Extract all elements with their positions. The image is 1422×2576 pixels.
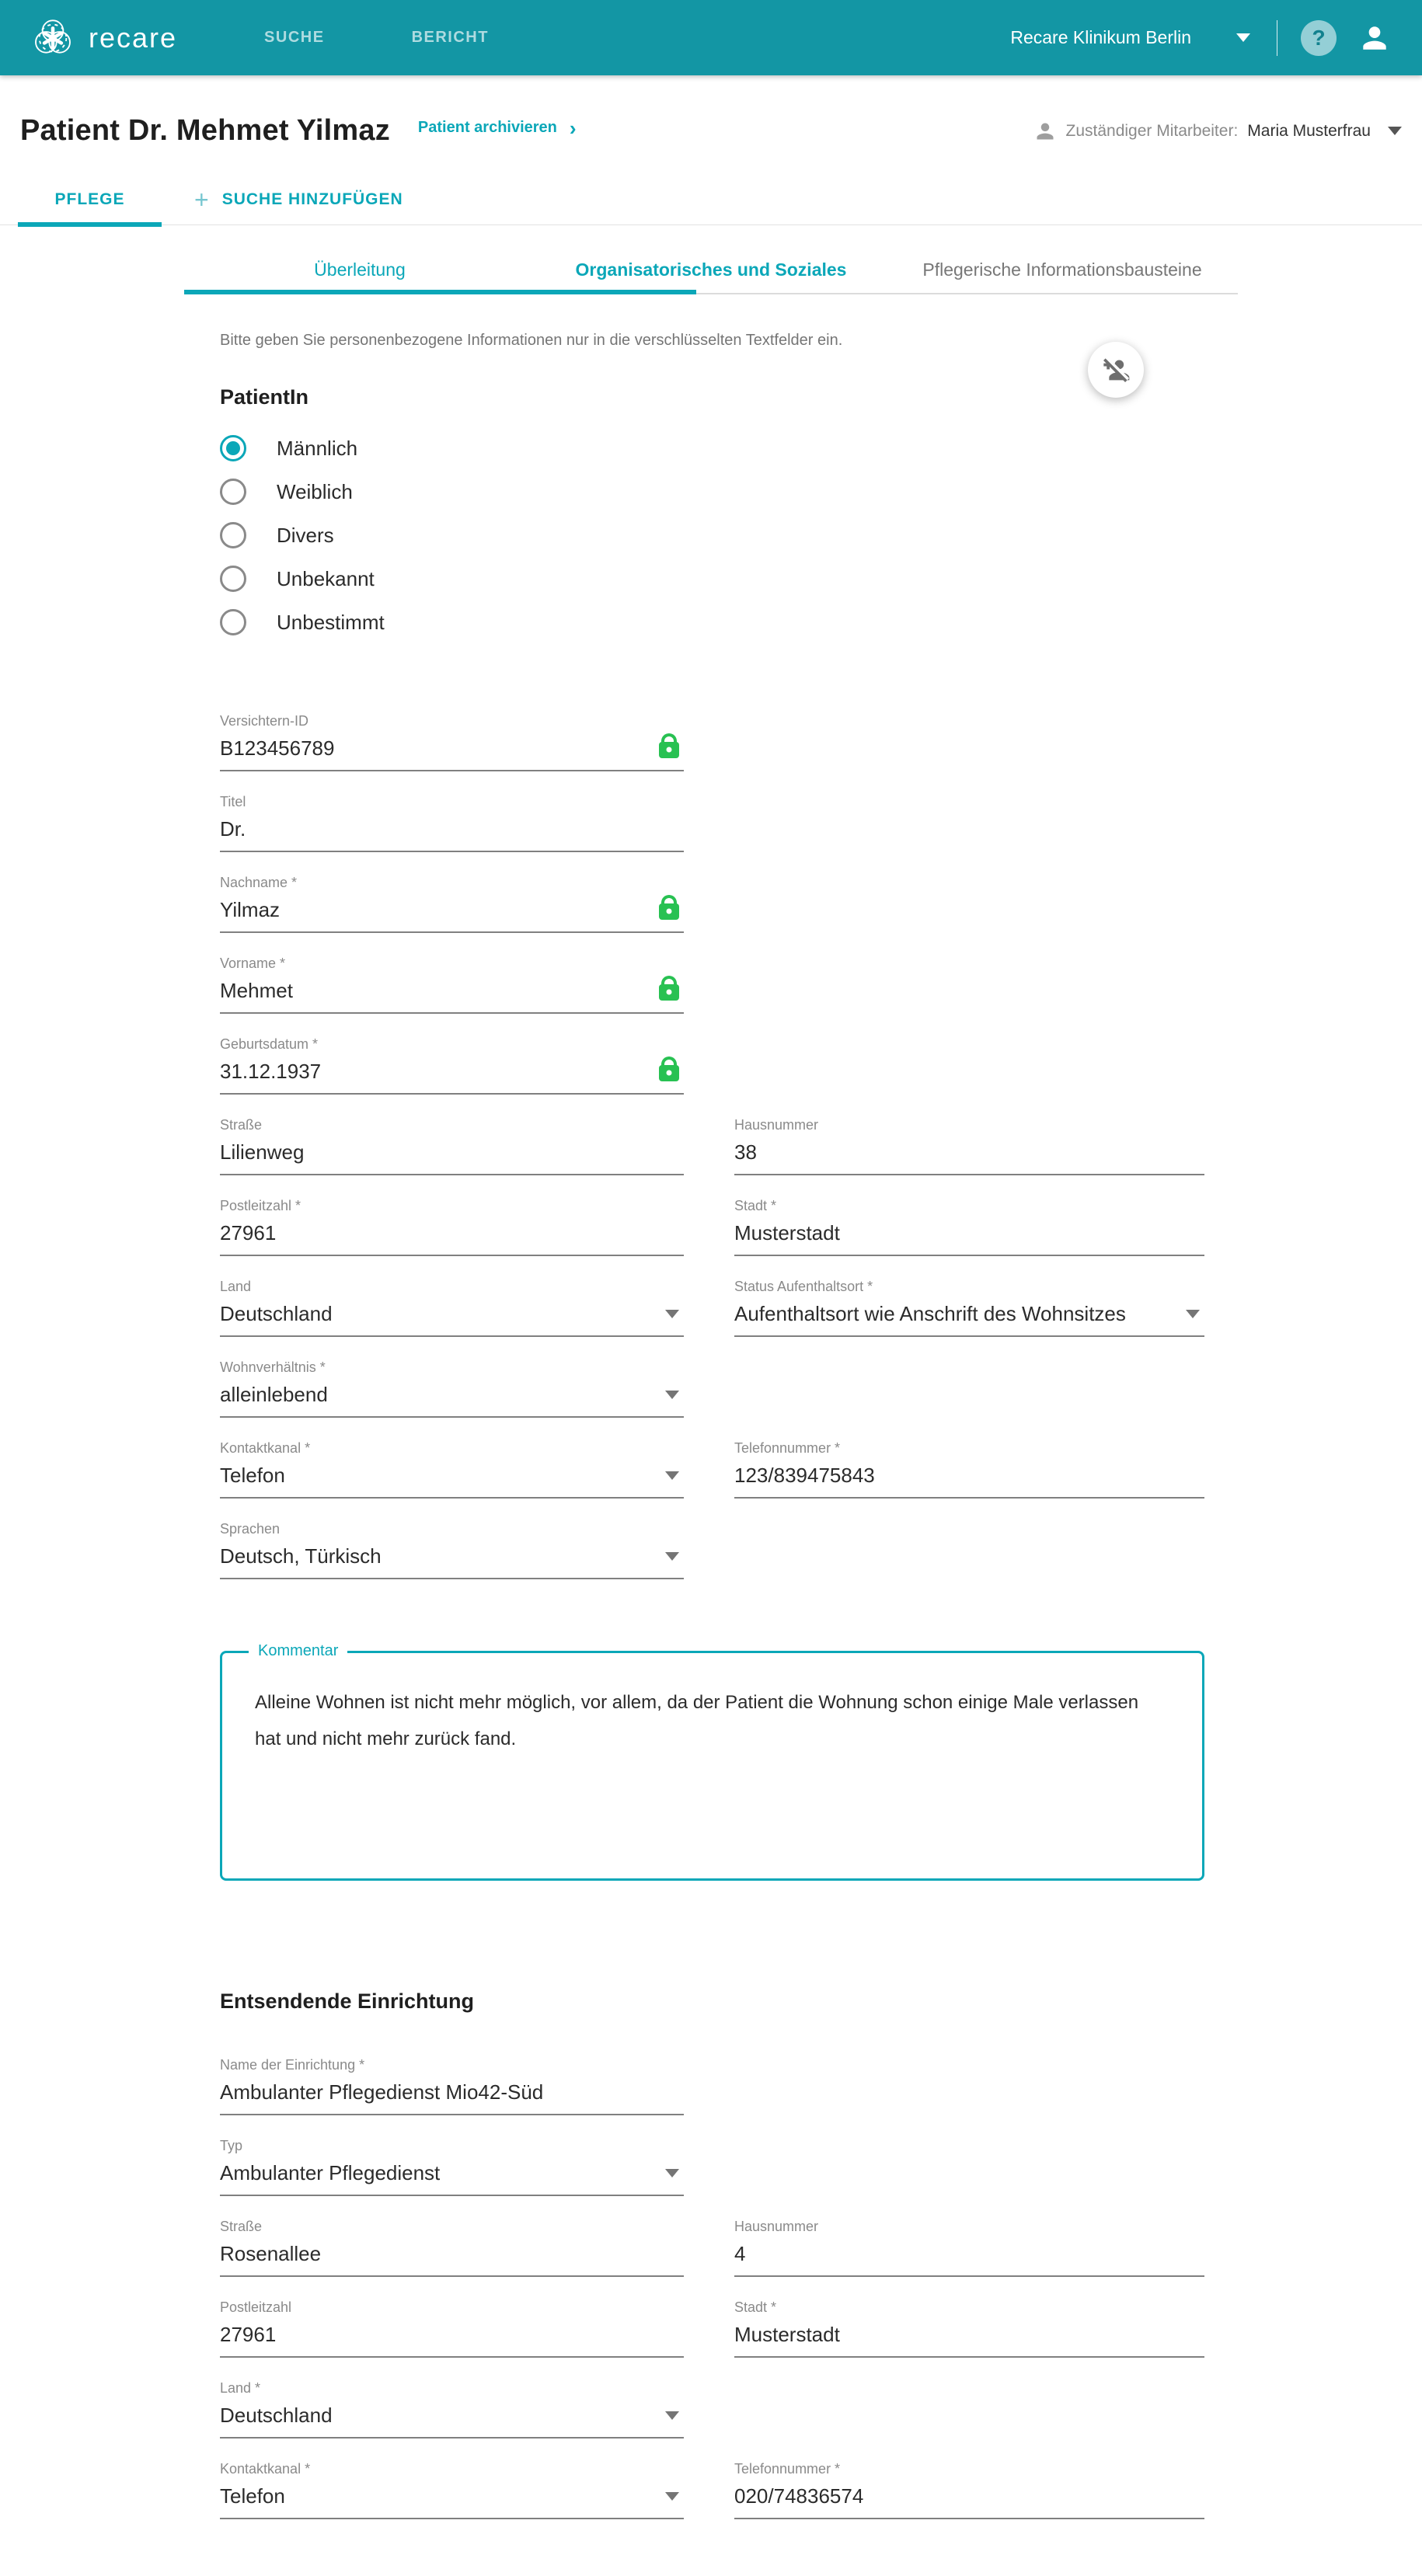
field-label: Kontaktkanal * [220,2461,311,2477]
radio-label: Unbekannt [277,566,375,590]
field-label: Name der Einrichtung * [220,2057,365,2073]
field-value: Deutsch, Türkisch [220,1544,382,1568]
field-value: Aufenthaltsort wie Anschrift des Wohnsitzes [734,1302,1126,1325]
field-value: Telefon [220,1464,285,1487]
dropdown-arrow-icon [665,1391,679,1399]
dropdown-arrow-icon [665,2169,679,2177]
field-label: Telefonnummer * [734,1440,841,1456]
radio-icon [220,435,246,461]
field-value: Musterstadt [734,1221,840,1244]
radio-label: Männlich [277,436,358,460]
dropdown-arrow-icon [665,1552,679,1561]
field-label: Titel [220,794,246,809]
field-value: 123/839475843 [734,1464,875,1487]
field-einrichtung-kontaktkanal-select[interactable] [220,2460,684,2519]
archive-link-label: Patient archivieren [417,119,557,136]
kommentar-textarea[interactable] [220,1642,1204,1881]
field-wohnverhaeltnis-select[interactable] [220,1359,684,1418]
plus-icon: + [194,186,210,214]
app-header [0,0,1422,75]
assignee-selector[interactable] [1033,120,1402,143]
subtab-organisatorisches[interactable]: Organisatorisches und Soziales [575,259,847,280]
sub-tabbar [184,250,1238,294]
field-geburtsdatum[interactable] [220,1036,684,1095]
radio-label: Divers [277,523,334,547]
tab-suche-hinzufuegen[interactable] [194,186,403,214]
field-label: Geburtsdatum * [220,1036,319,1052]
tab-pflege[interactable]: PFLEGE [54,190,125,208]
field-label: Typ [220,2138,243,2153]
field-label: Status Aufenthaltsort * [734,1279,873,1294]
field-value: Ambulanter Pflegedienst Mio42-Süd [220,2080,544,2104]
field-value: Rosenallee [220,2242,322,2265]
nav-suche[interactable]: SUCHE [264,29,325,46]
field-value: 27961 [220,2323,277,2346]
field-versichtern-id[interactable] [220,712,684,771]
field-status-aufenthaltsort-select[interactable] [734,1278,1204,1337]
field-sprachen-select[interactable] [220,1520,684,1579]
kommentar-label: Kommentar [249,1642,347,1660]
subtab-ueberleitung[interactable]: Überleitung [314,259,406,280]
field-label: Postleitzahl * [220,1198,301,1213]
field-hausnummer[interactable] [734,1116,1204,1175]
person-add-disabled-icon [1100,354,1131,385]
radio-icon [220,522,246,548]
field-label: Versichtern-ID [220,713,309,729]
encryption-notice: Bitte geben Sie personenbezogene Informationen nur in die verschlüsselten Textfelder ein. [220,332,843,349]
dropdown-arrow-icon [665,2492,679,2501]
field-value: 31.12.1937 [220,1060,322,1083]
radio-icon [220,609,246,635]
dropdown-arrow-icon [665,1310,679,1318]
field-einrichtung-land-select[interactable] [220,2379,684,2438]
chevron-down-icon [1388,127,1402,135]
field-einrichtung-telefonnummer[interactable] [734,2460,1204,2519]
field-kontaktkanal-select[interactable] [220,1439,684,1499]
field-label: Postleitzahl [220,2299,292,2315]
field-label: Straße [220,1117,263,1133]
dropdown-arrow-icon [665,1471,679,1480]
header-right [1010,20,1391,56]
field-einrichtung-stadt[interactable] [734,2299,1204,2358]
field-value: Deutschland [220,2404,333,2427]
field-value: B123456789 [220,736,335,760]
clinic-selector[interactable] [1010,27,1250,48]
field-postleitzahl[interactable] [220,1197,684,1256]
field-value: Musterstadt [734,2323,840,2346]
field-label: Hausnummer [734,1117,819,1133]
assignee-label: Zuständiger Mitarbeiter: [1065,121,1239,140]
patient-section-heading: PatientIn [220,385,309,409]
kommentar-text: Alleine Wohnen ist nicht mehr möglich, vor allem, da der Patient die Wohnung schon einige Male verlassen hat und nicht mehr zurück fand. [255,1692,1139,1749]
help-icon[interactable] [1301,20,1337,56]
person-icon [1033,120,1057,143]
chevron-right-icon: › [569,116,577,140]
field-telefonnummer[interactable] [734,1439,1204,1499]
field-titel[interactable] [220,793,684,852]
field-value: 4 [734,2242,746,2265]
clinic-name: Recare Klinikum Berlin [1010,27,1191,47]
field-value: 38 [734,1140,757,1164]
subtab-indicator [184,290,696,294]
facility-section-heading: Entsendende Einrichtung [220,1989,475,2013]
field-label: Vorname * [220,956,286,971]
field-strasse[interactable] [220,1116,684,1175]
field-stadt[interactable] [734,1197,1204,1256]
field-label: Stadt * [734,2299,777,2315]
assignee-name: Maria Musterfrau [1247,121,1371,140]
radio-label: Unbestimmt [277,610,385,634]
radio-unbekannt[interactable] [220,557,1422,600]
radio-label: Weiblich [277,479,353,503]
lock-icon [659,1065,679,1081]
radio-maennlich[interactable] [220,426,1422,470]
radio-icon [220,566,246,592]
nav-bericht[interactable]: BERICHT [411,29,489,46]
field-label: Nachname * [220,875,298,890]
field-label: Land [220,1279,252,1294]
active-tab-indicator [18,222,162,227]
recare-logo-icon [28,13,78,63]
dropdown-arrow-icon [1186,1310,1200,1318]
lock-icon [659,984,679,1001]
field-einrichtung-name[interactable] [220,2056,684,2115]
field-label: Straße [220,2219,263,2234]
facility-form [220,2056,1204,2541]
page-title: Patient Dr. Mehmet Yilmaz [20,114,390,147]
subtab-pflegerische[interactable]: Pflegerische Informationsbausteine [922,259,1202,280]
radio-icon [220,479,246,505]
field-label: Land * [220,2380,261,2396]
field-value: Telefon [220,2484,285,2508]
gender-radio-group [220,426,1422,644]
field-value: 020/74836574 [734,2484,864,2508]
field-label: Sprachen [220,1521,281,1537]
field-typ-select[interactable] [220,2137,684,2196]
logo-text: recare [89,21,178,54]
field-label: Wohnverhältnis * [220,1359,326,1375]
field-value: Deutschland [220,1302,333,1325]
lock-icon [659,903,679,920]
field-vorname[interactable] [220,955,684,1014]
field-label: Stadt * [734,1198,777,1213]
field-value: Yilmaz [220,898,281,921]
field-einrichtung-hausnummer[interactable] [734,2218,1204,2277]
anonymize-toggle-button[interactable] [1088,342,1144,398]
field-value: 27961 [220,1221,277,1244]
field-value: Ambulanter Pflegedienst [220,2161,441,2184]
field-label: Telefonnummer * [734,2461,841,2477]
field-nachname[interactable] [220,874,684,933]
radio-divers[interactable] [220,513,1422,557]
title-row [0,114,1422,148]
field-land-select[interactable] [220,1278,684,1337]
field-value: alleinlebend [220,1383,328,1406]
field-value: Lilienweg [220,1140,305,1164]
lock-icon [659,742,679,758]
field-value: Mehmet [220,979,293,1002]
account-icon[interactable] [1358,22,1391,54]
radio-weiblich[interactable] [220,470,1422,513]
help-glyph: ? [1312,25,1326,50]
dropdown-arrow-icon [665,2411,679,2420]
field-value: Dr. [220,817,246,841]
logo[interactable] [28,13,177,63]
radio-unbestimmt[interactable] [220,600,1422,644]
field-einrichtung-postleitzahl[interactable] [220,2299,684,2358]
archive-patient-link[interactable] [417,116,577,140]
field-label: Kontaktkanal * [220,1440,311,1456]
patient-form [220,712,1204,2541]
chevron-down-icon [1236,33,1250,42]
field-einrichtung-strasse[interactable] [220,2218,684,2277]
main-nav [264,29,489,47]
field-label: Hausnummer [734,2219,819,2234]
main-tabbar [0,171,1422,225]
tab-add-label: SUCHE HINZUFÜGEN [221,190,403,208]
